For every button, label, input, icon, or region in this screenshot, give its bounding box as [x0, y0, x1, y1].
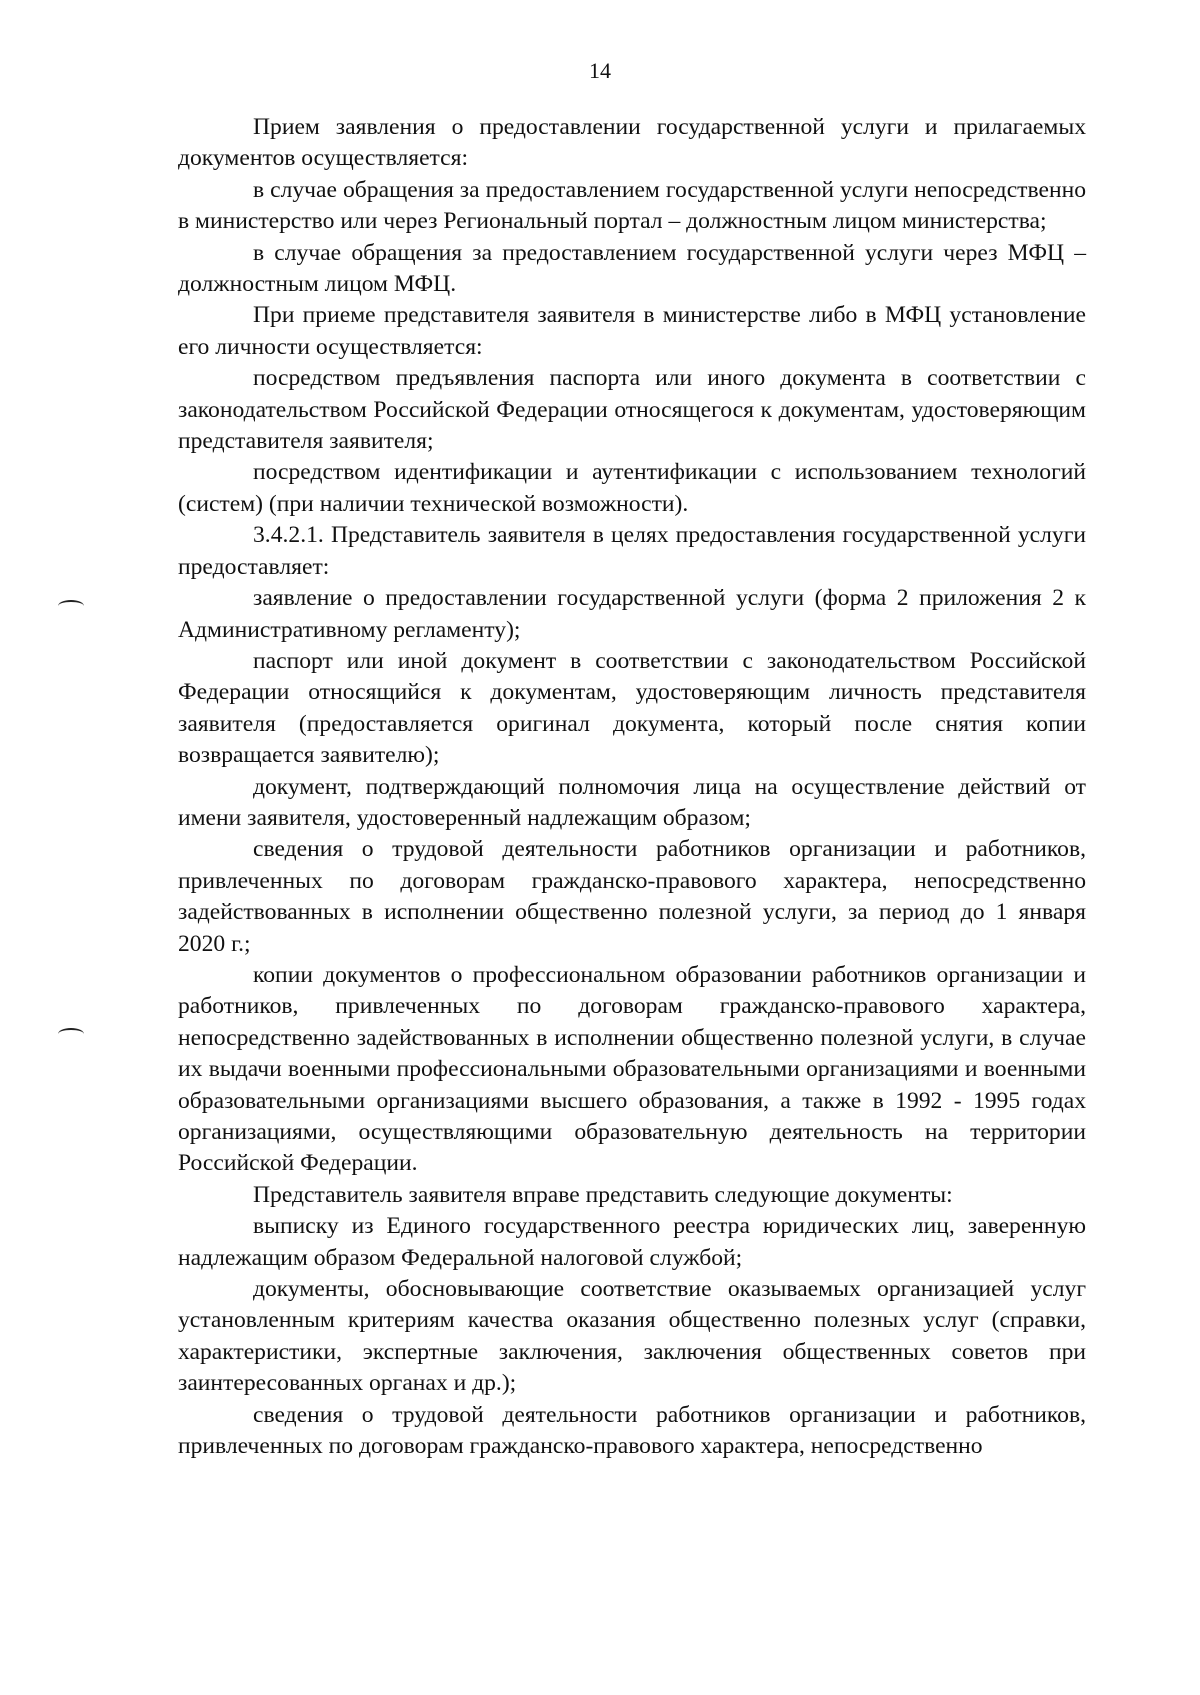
page-number: 14: [589, 58, 611, 83]
paragraph: в случае обращения за предоставлением государственной услуги непосредственно в министерство или через Региональный портал – должностным лицом министерства;: [178, 176, 1086, 235]
paragraph: 3.4.2.1. Представитель заявителя в целях предоставления государственной услуги предоставляет:: [178, 522, 1086, 580]
paragraph: паспорт или иной документ в соответствии с законодательством Российской Федерации относящийся к документам, удостоверяющим личность представителя заявителя (предоставляется оригинал документа, который после снятия копии возвращается заявителю);: [178, 647, 1086, 769]
paragraph: посредством идентификации и аутентификации с использованием технологий (систем) (при наличии технической возможности).: [178, 459, 1086, 517]
paragraph: документ, подтверждающий полномочия лица на осуществление действий от имени заявителя, удостоверенный надлежащим образом;: [178, 773, 1086, 831]
margin-mark: [58, 1028, 84, 1040]
document-body: [178, 112, 1086, 1462]
paragraph: выписку из Единого государственного реестра юридических лиц, заверенную надлежащим образом Федеральной налоговой службой;: [178, 1213, 1086, 1271]
paragraph: копии документов о профессиональном образовании работников организации и работников, привлеченных по договорам гражданско-правового характера, непосредственно задействованных в исполнении общественно полезной услуги, в случае их выдачи военными профессиональными образовательными организациями и военными образовательными организациями высшего образования, а также в 1992 - 1995 годах организациями, осуществляющими образовательную деятельность на территории Российской Федерации.: [178, 961, 1086, 1177]
paragraph: Прием заявления о предоставлении государственной услуги и прилагаемых документов осуществляется:: [178, 114, 1086, 172]
paragraph: посредством предъявления паспорта или иного документа в соответствии с законодательством Российской Федерации относящегося к документам, удостоверяющим представителя заявителя;: [178, 365, 1086, 455]
paragraph: документы, обосновывающие соответствие оказываемых организацией услуг установленным критериям качества оказания общественно полезных услуг (справки, характеристики, экспертные заключения, заключения общественных советов при заинтересованных органах и др.);: [178, 1276, 1086, 1397]
paragraph: Представитель заявителя вправе представить следующие документы:: [253, 1181, 953, 1208]
paragraph: сведения о трудовой деятельности работников организации и работников, привлеченных по договорам гражданско-правового характера, непосредственно задействованных в исполнении общественно полезной услуги, за период до 1 января 2020 г.;: [178, 836, 1086, 957]
margin-mark: [58, 600, 84, 612]
paragraph: сведения о трудовой деятельности работников организации и работников, привлеченных по договорам гражданско-правового характера, непосредственно: [178, 1401, 1086, 1460]
paragraph: При приеме представителя заявителя в министерстве либо в МФЦ установление его личности осуществляется:: [178, 302, 1086, 360]
paragraph: заявление о предоставлении государственной услуги (форма 2 приложения 2 к Административному регламенту);: [178, 585, 1086, 643]
paragraph: в случае обращения за предоставлением государственной услуги через МФЦ – должностным лицом МФЦ.: [178, 239, 1086, 298]
